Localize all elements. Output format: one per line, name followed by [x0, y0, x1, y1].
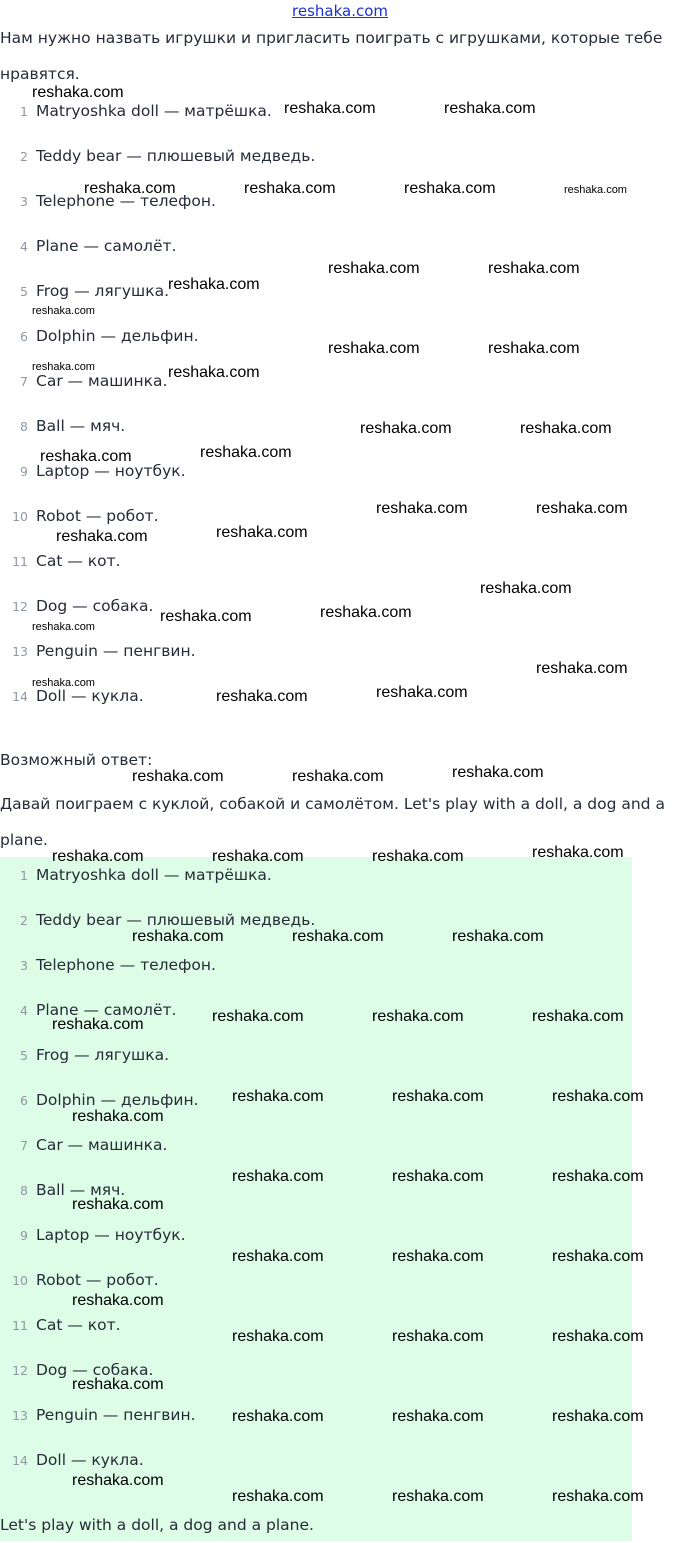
list-item-number: 5	[20, 1048, 28, 1063]
list-item-text: Doll — кукла.	[36, 687, 144, 705]
watermark-text: reshaka.com	[452, 928, 544, 945]
watermark-text: reshaka.com	[232, 1408, 324, 1425]
list-item-text: Frog — лягушка.	[36, 282, 170, 300]
watermark-text: reshaka.com	[532, 844, 624, 861]
watermark-text: reshaka.com	[212, 1008, 304, 1025]
watermark-text: reshaka.com	[404, 180, 496, 197]
list-item-text: Laptop — ноутбук.	[36, 462, 186, 480]
watermark-text: reshaka.com	[392, 1248, 484, 1265]
watermark-text: reshaka.com	[168, 364, 260, 381]
watermark-text: reshaka.com	[376, 684, 468, 701]
list-item-number: 10	[12, 1273, 28, 1288]
watermark-text: reshaka.com	[328, 260, 420, 277]
watermark-text: reshaka.com	[72, 1196, 164, 1213]
list-item	[0, 359, 680, 404]
watermark-text: reshaka.com	[392, 1488, 484, 1505]
watermark-text: reshaka.com	[232, 1088, 324, 1105]
watermark-text: reshaka.com	[392, 1168, 484, 1185]
list-item-text: Plane — самолёт.	[36, 237, 177, 255]
watermark-text: reshaka.com	[284, 100, 376, 117]
list-item	[0, 943, 680, 988]
watermark-text: reshaka.com	[372, 1008, 464, 1025]
list-item-number: 1	[20, 104, 28, 119]
site-link[interactable]: reshaka.com	[292, 2, 388, 20]
watermark-text: reshaka.com	[536, 500, 628, 517]
list-item-number: 9	[20, 1228, 28, 1243]
answer-label: Возможный ответ:	[0, 751, 153, 769]
watermark-text: reshaka.com	[292, 928, 384, 945]
watermark-text: reshaka.com	[132, 928, 224, 945]
watermark-text: reshaka.com	[160, 608, 252, 625]
watermark-text: reshaka.com	[132, 768, 224, 785]
watermark-text: reshaka.com	[32, 84, 124, 101]
list-item-number: 4	[20, 239, 28, 254]
watermark-text: reshaka.com	[488, 260, 580, 277]
list-item-text: Dolphin — дельфин.	[36, 327, 199, 345]
list-item-text: Car — машинка.	[36, 1136, 168, 1154]
list-item-number: 8	[20, 419, 28, 434]
watermark-text: reshaka.com	[444, 100, 536, 117]
list-item-text: Cat — кот.	[36, 1316, 121, 1334]
watermark-text: reshaka.com	[552, 1328, 644, 1345]
list-item-number: 8	[20, 1183, 28, 1198]
list-item-number: 13	[12, 1408, 28, 1423]
list-item	[0, 134, 680, 179]
watermark-text: reshaka.com	[216, 688, 308, 705]
watermark-text: reshaka.com	[488, 340, 580, 357]
list-item-text: Telephone — телефон.	[36, 192, 216, 210]
list-item-number: 13	[12, 644, 28, 659]
watermark-text: reshaka.com	[32, 621, 95, 633]
list-item-text: Plane — самолёт.	[36, 1001, 177, 1019]
list-item-text: Matryoshka doll — матрёшка.	[36, 102, 272, 120]
list-item-number: 12	[12, 1363, 28, 1378]
watermark-text: reshaka.com	[532, 1008, 624, 1025]
list-item-number: 4	[20, 1003, 28, 1018]
watermark-text: reshaka.com	[392, 1328, 484, 1345]
watermark-text: reshaka.com	[232, 1488, 324, 1505]
list-item-text: Teddy bear — плюшевый медведь.	[36, 147, 316, 165]
list-item-number: 11	[12, 1318, 28, 1333]
list-item-text: Ball — мяч.	[36, 1181, 126, 1199]
watermark-text: reshaka.com	[392, 1408, 484, 1425]
list-item-text: Laptop — ноутбук.	[36, 1226, 186, 1244]
watermark-text: reshaka.com	[232, 1168, 324, 1185]
list-item-text: Teddy bear — плюшевый медведь.	[36, 911, 316, 929]
list-item-number: 2	[20, 149, 28, 164]
watermark-text: reshaka.com	[244, 180, 336, 197]
list-item-text: Telephone — телефон.	[36, 956, 216, 974]
list-item-number: 5	[20, 284, 28, 299]
list-item-number: 10	[12, 509, 28, 524]
watermark-text: reshaka.com	[40, 448, 132, 465]
list-item	[0, 674, 680, 719]
list-item-number: 3	[20, 958, 28, 973]
final-answer-text: Let's play with a doll, a dog and a plane.	[0, 1516, 314, 1534]
watermark-text: reshaka.com	[392, 1088, 484, 1105]
list-item-text: Robot — робот.	[36, 1271, 159, 1289]
watermark-text: reshaka.com	[552, 1248, 644, 1265]
answer-text: Давай поиграем с куклой, собакой и самолётом. Let's play with a doll, a dog and a plane.	[0, 795, 665, 849]
intro-text: Нам нужно назвать игрушки и пригласить поиграть с игрушками, которые тебе нравятся.	[0, 29, 663, 83]
watermark-text: reshaka.com	[552, 1168, 644, 1185]
watermark-text: reshaka.com	[72, 1472, 164, 1489]
watermark-text: reshaka.com	[72, 1376, 164, 1393]
watermark-text: reshaka.com	[232, 1328, 324, 1345]
watermark-text: reshaka.com	[232, 1248, 324, 1265]
watermark-text: reshaka.com	[212, 848, 304, 865]
list-item-text: Dolphin — дельфин.	[36, 1091, 199, 1109]
watermark-text: reshaka.com	[56, 528, 148, 545]
watermark-text: reshaka.com	[32, 305, 95, 317]
list-item-text: Doll — кукла.	[36, 1451, 144, 1469]
watermark-text: reshaka.com	[32, 677, 95, 689]
watermark-text: reshaka.com	[84, 180, 176, 197]
watermark-text: reshaka.com	[52, 848, 144, 865]
list-item	[0, 1123, 680, 1168]
watermark-text: reshaka.com	[328, 340, 420, 357]
watermark-text: reshaka.com	[72, 1108, 164, 1125]
list-item	[0, 1033, 680, 1078]
list-item-text: Penguin — пенгвин.	[36, 642, 196, 660]
watermark-text: reshaka.com	[72, 1292, 164, 1309]
watermark-text: reshaka.com	[552, 1088, 644, 1105]
watermark-text: reshaka.com	[320, 604, 412, 621]
watermark-text: reshaka.com	[552, 1408, 644, 1425]
watermark-text: reshaka.com	[480, 580, 572, 597]
list-item-number: 14	[12, 689, 28, 704]
list-item-number: 3	[20, 194, 28, 209]
watermark-text: reshaka.com	[536, 660, 628, 677]
watermark-text: reshaka.com	[32, 361, 95, 373]
list-item-text: Dog — собака.	[36, 1361, 154, 1379]
watermark-text: reshaka.com	[552, 1488, 644, 1505]
watermark-text: reshaka.com	[520, 420, 612, 437]
list-item-text: Ball — мяч.	[36, 417, 126, 435]
watermark-text: reshaka.com	[292, 768, 384, 785]
list-item-number: 11	[12, 554, 28, 569]
list-item-text: Frog — лягушка.	[36, 1046, 170, 1064]
list-item-text: Car — машинка.	[36, 372, 168, 390]
watermark-text: reshaka.com	[52, 1016, 144, 1033]
list-item-number: 6	[20, 1093, 28, 1108]
list-item-number: 9	[20, 464, 28, 479]
watermark-text: reshaka.com	[216, 524, 308, 541]
watermark-text: reshaka.com	[376, 500, 468, 517]
watermark-text: reshaka.com	[372, 848, 464, 865]
list-item-number: 7	[20, 374, 28, 389]
watermark-text: reshaka.com	[200, 444, 292, 461]
list-item-text: Robot — робот.	[36, 507, 159, 525]
list-item-text: Dog — собака.	[36, 597, 154, 615]
list-item-number: 7	[20, 1138, 28, 1153]
watermark-text: reshaka.com	[564, 184, 627, 196]
watermark-text: reshaka.com	[360, 420, 452, 437]
list-item-number: 14	[12, 1453, 28, 1468]
list-item-number: 2	[20, 913, 28, 928]
list-item-number: 1	[20, 868, 28, 883]
list-item-text: Penguin — пенгвин.	[36, 1406, 196, 1424]
watermark-text: reshaka.com	[168, 276, 260, 293]
list-item-text: Matryoshka doll — матрёшка.	[36, 866, 272, 884]
list-item-number: 6	[20, 329, 28, 344]
list-item-number: 12	[12, 599, 28, 614]
watermark-text: reshaka.com	[452, 764, 544, 781]
list-item-text: Cat — кот.	[36, 552, 121, 570]
